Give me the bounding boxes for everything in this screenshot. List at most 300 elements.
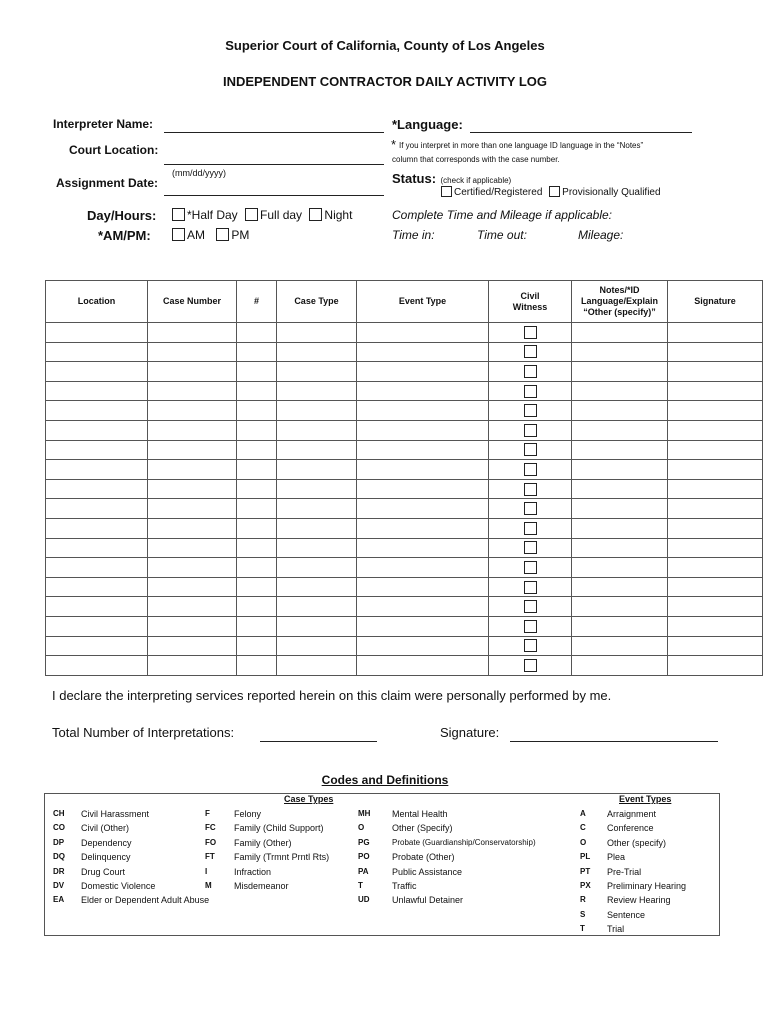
table-cell[interactable] — [237, 381, 277, 401]
code-label: Delinquency — [81, 852, 131, 863]
table-cell[interactable] — [237, 460, 277, 480]
code-abbreviation: PX — [580, 881, 591, 891]
code-abbreviation: I — [205, 866, 208, 876]
code-definition — [358, 836, 536, 850]
code-definition — [580, 908, 686, 922]
code-label: Domestic Violence — [81, 881, 156, 892]
table-cell[interactable] — [357, 499, 489, 519]
signature-field[interactable] — [510, 741, 718, 742]
signature-label: Signature: — [440, 725, 500, 740]
assignment-date-label: Assignment Date: — [56, 176, 159, 190]
am-pm-options — [172, 228, 249, 242]
code-definition — [205, 850, 329, 864]
table-cell[interactable] — [572, 460, 668, 480]
civil-header-line: Civil — [520, 290, 540, 301]
table-cell[interactable] — [668, 460, 763, 480]
table-cell[interactable] — [489, 362, 572, 382]
table-cell[interactable] — [668, 577, 763, 597]
table-cell[interactable] — [668, 518, 763, 538]
table-cell[interactable] — [46, 538, 148, 558]
table-cell[interactable] — [489, 323, 572, 343]
table-cell[interactable] — [237, 558, 277, 578]
code-abbreviation: C — [580, 823, 586, 833]
table-cell[interactable] — [277, 323, 357, 343]
table-cell[interactable] — [148, 636, 237, 656]
table-cell[interactable] — [46, 440, 148, 460]
table-cell[interactable] — [668, 323, 763, 343]
table-cell[interactable] — [489, 518, 572, 538]
table-cell[interactable] — [277, 656, 357, 676]
code-abbreviation: PA — [358, 866, 369, 876]
code-label: Arraignment — [607, 809, 657, 819]
time-out-label: Time out: — [477, 228, 527, 242]
civil-witness-checkbox[interactable] — [524, 561, 537, 574]
table-cell[interactable] — [668, 381, 763, 401]
column-header: Case Number — [148, 281, 237, 323]
table-cell[interactable] — [668, 538, 763, 558]
table-cell[interactable] — [148, 597, 237, 617]
table-cell[interactable] — [357, 381, 489, 401]
table-cell[interactable] — [237, 440, 277, 460]
table-cell[interactable] — [357, 342, 489, 362]
table-cell[interactable] — [148, 518, 237, 538]
code-label: Infraction — [234, 866, 272, 877]
code-label: Mental Health — [392, 809, 448, 819]
table-cell[interactable] — [237, 577, 277, 597]
table-cell[interactable] — [572, 499, 668, 519]
table-cell[interactable] — [148, 381, 237, 401]
code-definition — [205, 865, 329, 879]
table-cell[interactable] — [237, 597, 277, 617]
interpreter-name-field[interactable] — [164, 132, 384, 133]
full-day-label: Full day — [260, 208, 303, 222]
table-cell[interactable] — [277, 499, 357, 519]
table-cell[interactable] — [46, 636, 148, 656]
table-cell[interactable] — [148, 362, 237, 382]
code-label: Probate (Other) — [392, 852, 455, 863]
table-cell[interactable] — [489, 636, 572, 656]
table-cell[interactable] — [277, 597, 357, 617]
table-cell[interactable] — [489, 381, 572, 401]
table-cell[interactable] — [148, 440, 237, 460]
code-abbreviation: EA — [53, 895, 65, 905]
table-cell[interactable] — [148, 656, 237, 676]
table-cell[interactable] — [489, 597, 572, 617]
code-abbreviation: PL — [580, 852, 591, 862]
table-cell[interactable] — [572, 656, 668, 676]
table-cell[interactable] — [277, 636, 357, 656]
table-cell[interactable] — [277, 381, 357, 401]
code-abbreviation: FO — [205, 837, 217, 847]
table-cell[interactable] — [668, 597, 763, 617]
code-abbreviation: S — [580, 909, 586, 919]
table-cell[interactable] — [357, 362, 489, 382]
code-label: Review Hearing — [607, 895, 671, 906]
table-cell[interactable] — [357, 558, 489, 578]
table-cell[interactable] — [489, 401, 572, 421]
code-abbreviation: FT — [205, 852, 215, 862]
table-cell[interactable] — [357, 518, 489, 538]
code-label: Trial — [607, 924, 625, 935]
table-row — [46, 420, 763, 440]
table-cell[interactable] — [148, 499, 237, 519]
night-label: Night — [324, 208, 353, 222]
code-definition — [580, 893, 686, 907]
code-definition — [580, 879, 686, 893]
table-row — [46, 597, 763, 617]
table-row — [46, 558, 763, 578]
table-cell[interactable] — [277, 558, 357, 578]
total-interpretations-field[interactable] — [260, 741, 377, 742]
table-cell[interactable] — [572, 577, 668, 597]
civil-witness-checkbox[interactable] — [524, 365, 537, 378]
codes-box — [44, 793, 720, 936]
table-cell[interactable] — [46, 342, 148, 362]
table-cell[interactable] — [237, 401, 277, 421]
table-cell[interactable] — [277, 362, 357, 382]
table-cell[interactable] — [357, 479, 489, 499]
certified-checkbox[interactable] — [441, 186, 452, 197]
table-row — [46, 479, 763, 499]
table-cell[interactable] — [357, 401, 489, 421]
table-cell[interactable] — [277, 538, 357, 558]
codes-column-3 — [358, 807, 536, 908]
code-label: Family (Child Support) — [234, 823, 324, 834]
table-cell[interactable] — [489, 616, 572, 636]
table-cell[interactable] — [277, 479, 357, 499]
table-cell[interactable] — [668, 362, 763, 382]
notes-header-line: Notes/*ID — [599, 285, 640, 295]
day-hours-options — [172, 208, 352, 222]
table-cell[interactable] — [46, 323, 148, 343]
am-pm-label: *AM/PM: — [98, 228, 151, 243]
status-label: Status: — [392, 171, 437, 186]
table-cell[interactable] — [237, 656, 277, 676]
column-header: Case Type — [277, 281, 357, 323]
code-definition — [205, 879, 329, 893]
table-cell[interactable] — [46, 460, 148, 480]
table-cell[interactable] — [489, 440, 572, 460]
table-row — [46, 616, 763, 636]
table-cell[interactable] — [237, 636, 277, 656]
table-cell[interactable] — [357, 440, 489, 460]
table-cell[interactable] — [148, 401, 237, 421]
table-cell[interactable] — [489, 577, 572, 597]
column-header — [572, 281, 668, 323]
table-cell[interactable] — [148, 558, 237, 578]
code-label: Elder or Dependent Adult Abuse — [81, 895, 210, 906]
codes-column-4 — [580, 807, 686, 937]
table-cell[interactable] — [46, 479, 148, 499]
table-cell[interactable] — [668, 636, 763, 656]
assignment-date-field[interactable] — [164, 195, 384, 196]
code-definition — [53, 879, 209, 893]
table-cell[interactable] — [46, 597, 148, 617]
code-label: Felony — [234, 809, 262, 819]
table-cell[interactable] — [46, 420, 148, 440]
table-row — [46, 499, 763, 519]
code-definition — [580, 821, 686, 835]
table-cell[interactable] — [277, 420, 357, 440]
code-definition — [358, 807, 536, 821]
table-cell[interactable] — [489, 656, 572, 676]
table-cell[interactable] — [572, 420, 668, 440]
code-abbreviation: FC — [205, 823, 216, 833]
code-label: Family (Trmnt Prntl Rts) — [234, 852, 330, 863]
table-cell[interactable] — [277, 401, 357, 421]
provisional-checkbox[interactable] — [549, 186, 560, 197]
table-cell[interactable] — [148, 479, 237, 499]
table-cell[interactable] — [572, 342, 668, 362]
pm-checkbox[interactable] — [216, 228, 229, 241]
table-cell[interactable] — [357, 597, 489, 617]
language-note-line-1: If you interpret in more than one language ID language in the “Notes” — [399, 141, 644, 150]
civil-witness-checkbox[interactable] — [524, 345, 537, 358]
table-cell[interactable] — [572, 401, 668, 421]
codes-column-1 — [53, 807, 209, 908]
declaration-text: I declare the interpreting services reported herein on this claim were personally performed by me. — [52, 688, 612, 703]
code-definition — [53, 807, 209, 821]
code-definition — [358, 850, 536, 864]
table-cell[interactable] — [572, 323, 668, 343]
table-cell[interactable] — [572, 597, 668, 617]
code-label: Other (Specify) — [392, 823, 453, 834]
civil-witness-checkbox[interactable] — [524, 639, 537, 652]
table-cell[interactable] — [148, 538, 237, 558]
language-note-star: * — [391, 137, 397, 152]
table-cell[interactable] — [357, 616, 489, 636]
code-abbreviation: PO — [358, 852, 370, 862]
code-abbreviation: O — [580, 837, 587, 847]
activity-log-table — [45, 280, 763, 676]
table-cell[interactable] — [237, 342, 277, 362]
table-cell[interactable] — [668, 499, 763, 519]
table-cell[interactable] — [572, 381, 668, 401]
code-abbreviation: A — [580, 809, 586, 818]
table-cell[interactable] — [277, 616, 357, 636]
code-abbreviation: R — [580, 895, 586, 905]
table-cell[interactable] — [46, 616, 148, 636]
table-cell[interactable] — [489, 420, 572, 440]
table-cell[interactable] — [237, 479, 277, 499]
code-abbreviation: DR — [53, 866, 65, 876]
civil-witness-checkbox[interactable] — [524, 659, 537, 672]
civil-witness-checkbox[interactable] — [524, 522, 537, 535]
code-abbreviation: DP — [53, 837, 65, 847]
full-day-checkbox[interactable] — [245, 208, 258, 221]
civil-witness-checkbox[interactable] — [524, 424, 537, 437]
court-name: Superior Court of California, County of Los Angeles — [225, 38, 545, 53]
codes-title: Codes and Definitions — [321, 773, 449, 787]
code-definition — [580, 865, 686, 879]
code-definition — [580, 922, 686, 936]
table-cell[interactable] — [572, 440, 668, 460]
table-cell[interactable] — [237, 362, 277, 382]
code-label: Dependency — [81, 837, 132, 848]
interpreter-name-label: Interpreter Name: — [53, 117, 154, 131]
court-location-label: Court Location: — [69, 143, 159, 157]
table-cell[interactable] — [148, 420, 237, 440]
code-abbreviation: PT — [580, 866, 591, 876]
code-label: Traffic — [392, 881, 417, 892]
table-cell[interactable] — [489, 460, 572, 480]
table-cell[interactable] — [237, 616, 277, 636]
language-field[interactable] — [470, 132, 692, 133]
table-cell[interactable] — [277, 440, 357, 460]
table-row — [46, 460, 763, 480]
other-header-line: “Other (specify)” — [583, 307, 656, 317]
case-types-title: Case Types — [284, 794, 334, 804]
table-cell[interactable] — [572, 636, 668, 656]
table-cell[interactable] — [668, 401, 763, 421]
table-cell[interactable] — [46, 656, 148, 676]
language-label: *Language: — [392, 117, 463, 132]
am-label: AM — [187, 228, 205, 242]
night-checkbox[interactable] — [309, 208, 322, 221]
am-checkbox[interactable] — [172, 228, 185, 241]
code-label: Family (Other) — [234, 837, 292, 848]
civil-witness-checkbox[interactable] — [524, 404, 537, 417]
table-header-row — [46, 281, 763, 323]
code-label: Civil Harassment — [81, 809, 150, 819]
table-cell[interactable] — [668, 616, 763, 636]
table-cell[interactable] — [46, 381, 148, 401]
table-cell[interactable] — [668, 558, 763, 578]
court-location-field[interactable] — [164, 164, 384, 165]
language-note-line-2: column that corresponds with the case number. — [392, 155, 560, 164]
table-cell[interactable] — [237, 499, 277, 519]
table-cell[interactable] — [489, 538, 572, 558]
table-row — [46, 636, 763, 656]
table-cell[interactable] — [572, 616, 668, 636]
table-row — [46, 342, 763, 362]
code-label: Conference — [607, 823, 654, 834]
column-header: # — [237, 281, 277, 323]
code-definition — [358, 865, 536, 879]
civil-witness-checkbox[interactable] — [524, 443, 537, 456]
civil-witness-checkbox[interactable] — [524, 620, 537, 633]
code-abbreviation: CH — [53, 809, 65, 818]
table-cell[interactable] — [668, 656, 763, 676]
date-format-hint: (mm/dd/yyyy) — [172, 168, 226, 178]
table-cell[interactable] — [46, 558, 148, 578]
civil-witness-checkbox[interactable] — [524, 483, 537, 496]
table-cell[interactable] — [237, 538, 277, 558]
provisional-label: Provisionally Qualified — [562, 187, 661, 198]
mileage-label: Mileage: — [578, 228, 624, 242]
civil-witness-checkbox[interactable] — [524, 541, 537, 554]
code-label: Unlawful Detainer — [392, 895, 464, 906]
code-label: Preliminary Hearing — [607, 881, 687, 892]
table-cell[interactable] — [357, 577, 489, 597]
civil-witness-checkbox[interactable] — [524, 502, 537, 515]
table-cell[interactable] — [237, 323, 277, 343]
table-cell[interactable] — [489, 342, 572, 362]
code-label: Pre-Trial — [607, 866, 642, 877]
table-cell[interactable] — [237, 420, 277, 440]
civil-witness-checkbox[interactable] — [524, 600, 537, 613]
table-row — [46, 323, 763, 343]
table-cell[interactable] — [572, 558, 668, 578]
table-cell[interactable] — [148, 323, 237, 343]
table-cell[interactable] — [148, 342, 237, 362]
table-cell[interactable] — [668, 440, 763, 460]
code-abbreviation: DQ — [53, 852, 65, 862]
table-row — [46, 518, 763, 538]
table-cell[interactable] — [357, 420, 489, 440]
time-in-label: Time in: — [392, 228, 435, 242]
total-interpretations-label: Total Number of Interpretations: — [52, 725, 235, 740]
table-cell[interactable] — [572, 518, 668, 538]
table-cell[interactable] — [148, 577, 237, 597]
table-cell[interactable] — [46, 499, 148, 519]
form-title: INDEPENDENT CONTRACTOR DAILY ACTIVITY LOG — [222, 74, 548, 89]
civil-witness-checkbox[interactable] — [524, 463, 537, 476]
code-definition — [53, 850, 209, 864]
table-cell[interactable] — [148, 616, 237, 636]
code-abbreviation: UD — [358, 895, 370, 905]
code-definition — [358, 821, 536, 835]
table-cell[interactable] — [357, 323, 489, 343]
civil-witness-checkbox[interactable] — [524, 385, 537, 398]
table-cell[interactable] — [277, 518, 357, 538]
table-cell[interactable] — [489, 479, 572, 499]
table-cell[interactable] — [572, 479, 668, 499]
code-definition — [53, 893, 209, 907]
code-abbreviation: F — [205, 809, 210, 818]
table-cell[interactable] — [489, 558, 572, 578]
witness-header-line: Witness — [512, 301, 548, 312]
table-cell[interactable] — [357, 538, 489, 558]
column-header: Location — [46, 281, 148, 323]
table-cell[interactable] — [572, 362, 668, 382]
table-row — [46, 362, 763, 382]
table-cell[interactable] — [357, 636, 489, 656]
table-cell[interactable] — [277, 460, 357, 480]
code-definition — [580, 836, 686, 850]
day-hours-label: Day/Hours: — [87, 208, 157, 223]
civil-witness-checkbox[interactable] — [524, 581, 537, 594]
table-cell[interactable] — [277, 342, 357, 362]
table-cell[interactable] — [668, 479, 763, 499]
table-cell[interactable] — [572, 538, 668, 558]
table-cell[interactable] — [237, 518, 277, 538]
half-day-label: *Half Day — [187, 208, 238, 222]
table-cell[interactable] — [46, 401, 148, 421]
table-cell[interactable] — [277, 577, 357, 597]
table-cell[interactable] — [357, 460, 489, 480]
code-definition — [205, 836, 329, 850]
civil-witness-checkbox[interactable] — [524, 326, 537, 339]
table-cell[interactable] — [46, 577, 148, 597]
table-cell[interactable] — [46, 362, 148, 382]
code-abbreviation: T — [580, 924, 585, 934]
table-cell[interactable] — [46, 518, 148, 538]
table-cell[interactable] — [668, 420, 763, 440]
table-cell[interactable] — [357, 656, 489, 676]
status-options — [441, 186, 661, 198]
code-definition — [358, 879, 536, 893]
table-cell[interactable] — [668, 342, 763, 362]
code-definition — [580, 850, 686, 864]
half-day-checkbox[interactable] — [172, 208, 185, 221]
code-label: Misdemeanor — [234, 881, 289, 892]
table-cell[interactable] — [489, 499, 572, 519]
codes-column-2 — [205, 807, 329, 893]
code-abbreviation: T — [358, 881, 363, 891]
table-cell[interactable] — [148, 460, 237, 480]
code-definition — [53, 865, 209, 879]
